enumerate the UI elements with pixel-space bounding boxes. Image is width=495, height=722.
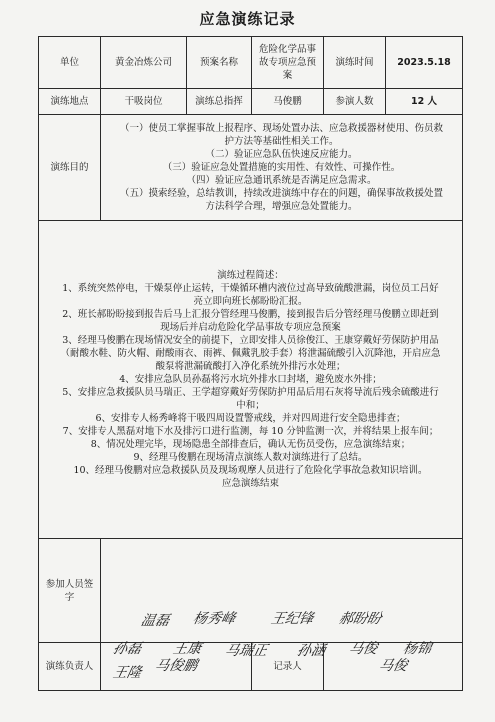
process-line: 5、安排应急救援队员马瑞正、王学超穿戴好劳保防护用品后用石灰将导流后残余硫酸进行 (62, 387, 439, 398)
participant-signature: 杨秀峰 (191, 610, 237, 627)
process-line: 3、经理马俊鹏在现场情况安全的前提下，立即安排人员徐俊江、王康穿戴好劳保防护用品 (62, 335, 439, 346)
leader-signature: 马俊鹏 (153, 657, 199, 674)
header-row-1 (39, 37, 463, 89)
purpose-line: （四）验证应急通讯系统是否满足应急需求。 (186, 175, 377, 186)
process-line: 2、班长郝盼盼接到报告后马上汇报分管经理马俊鹏，接到报告后分管经理马俊鹏立即赶到 (62, 309, 439, 320)
participant-signature: 郝盼盼 (337, 610, 383, 627)
participant-signature: 孙磊 (111, 640, 143, 657)
purpose-line: （三）验证应急处置措施的实用性、有效性、可操作性。 (162, 162, 401, 173)
unit-value: 黄金冶炼公司 (101, 37, 187, 89)
process-line: 酸泵将泄漏硫酸打入净化系统外排污水处理； (155, 361, 346, 372)
drill-time-value: 2023.5.18 (386, 37, 463, 89)
drill-record-table (38, 36, 463, 691)
location-label: 演练地点 (39, 89, 101, 115)
process-line: 1、系统突然停电，干燥泵停止运转，干燥循环槽内液位过高导致硫酸泄漏，岗位员工吕好 (62, 283, 439, 294)
process-line: 7、安排专人黑磊对地下水及排污口进行监测，每 10 分钟监测一次，并将结果上报车间； (62, 426, 439, 437)
plan-name-label: 预案名称 (187, 37, 252, 89)
drill-time-label: 演练时间 (324, 37, 386, 89)
participant-signature: 孙涵 (295, 642, 327, 659)
participants-label: 参加人员签字 (39, 539, 101, 643)
leader-label: 演练负责人 (39, 643, 101, 691)
purpose-line: 方法科学合理，增强应急处置能力。 (205, 201, 358, 212)
process-line: 10、经理马俊鹏对应急救援队员及现场观摩人员进行了危险化学事故急救知识培训。 (73, 465, 428, 476)
participant-signature: 王纪锋 (269, 610, 315, 627)
purpose-content (101, 115, 463, 221)
purpose-line: （一）使员工掌握事故上报程序、现场处置办法、应急救援器材使用、伤员救 (119, 123, 443, 134)
process-line: 应急演练结束 (221, 478, 279, 489)
process-line: 9、经理马俊鹏在现场清点演练人数对演练进行了总结。 (133, 452, 368, 463)
process-line: 8、情况处理完毕，现场隐患全部排查后，确认无伤员受伤，应急演练结束； (90, 439, 411, 450)
participant-signature: 温磊 (139, 612, 171, 629)
recorder-signature-cell (324, 640, 463, 691)
purpose-line: （二）验证应急队伍快速反应能力。 (205, 149, 358, 160)
location-value: 干吸岗位 (101, 89, 187, 115)
document-title: 应急演练记录 (199, 10, 296, 28)
process-row (39, 221, 463, 539)
unit-label: 单位 (39, 37, 101, 89)
participant-signature: 王隆 (111, 664, 143, 681)
process-content (39, 221, 463, 539)
process-line: 4、安排应急队员孙磊将污水坑外排水口封堵，避免废水外排； (119, 374, 382, 385)
plan-name-value: 危险化学品事故专项应急预案 (252, 37, 324, 89)
process-line: 6、安排专人杨秀峰将干吸四周设置警戒线，并对四周进行安全隐患排查； (95, 413, 406, 424)
process-line: 亮立即向班长郝盼盼汇报。 (193, 296, 308, 307)
recorder-signature: 马俊 (377, 657, 409, 674)
commander-label: 演练总指挥 (187, 89, 252, 115)
recorder-label: 记录人 (252, 643, 324, 691)
process-line: 中和； (236, 400, 265, 411)
participant-count-label: 参演人数 (324, 89, 386, 115)
header-row-2 (39, 89, 463, 115)
purpose-row (39, 115, 463, 221)
participant-signature: 马瑞正 (223, 642, 269, 659)
participant-count-value: 12 人 (386, 89, 463, 115)
participant-signature: 杨锦 (401, 640, 433, 657)
commander-value: 马俊鹏 (252, 89, 324, 115)
purpose-line: （五）摸索经验，总结教训，持续改进演练中存在的问题，确保事故救援处置 (119, 188, 443, 199)
participant-signature: 王康 (171, 640, 203, 657)
process-line: （耐酸水鞋、防火帽、耐酸雨衣、雨裤、佩戴乳胶手套）将泄漏硫酸引入沉降池，开启应急 (60, 348, 441, 359)
process-line: 演练过程简述： (217, 270, 284, 281)
purpose-label: 演练目的 (39, 115, 101, 221)
participant-signature: 马俊 (347, 640, 379, 657)
participants-row (39, 539, 463, 643)
process-line: 现场后并启动危险化学品事故专项应急预案 (160, 322, 341, 333)
purpose-line: 护方法等基础性相关工作。 (224, 136, 339, 147)
